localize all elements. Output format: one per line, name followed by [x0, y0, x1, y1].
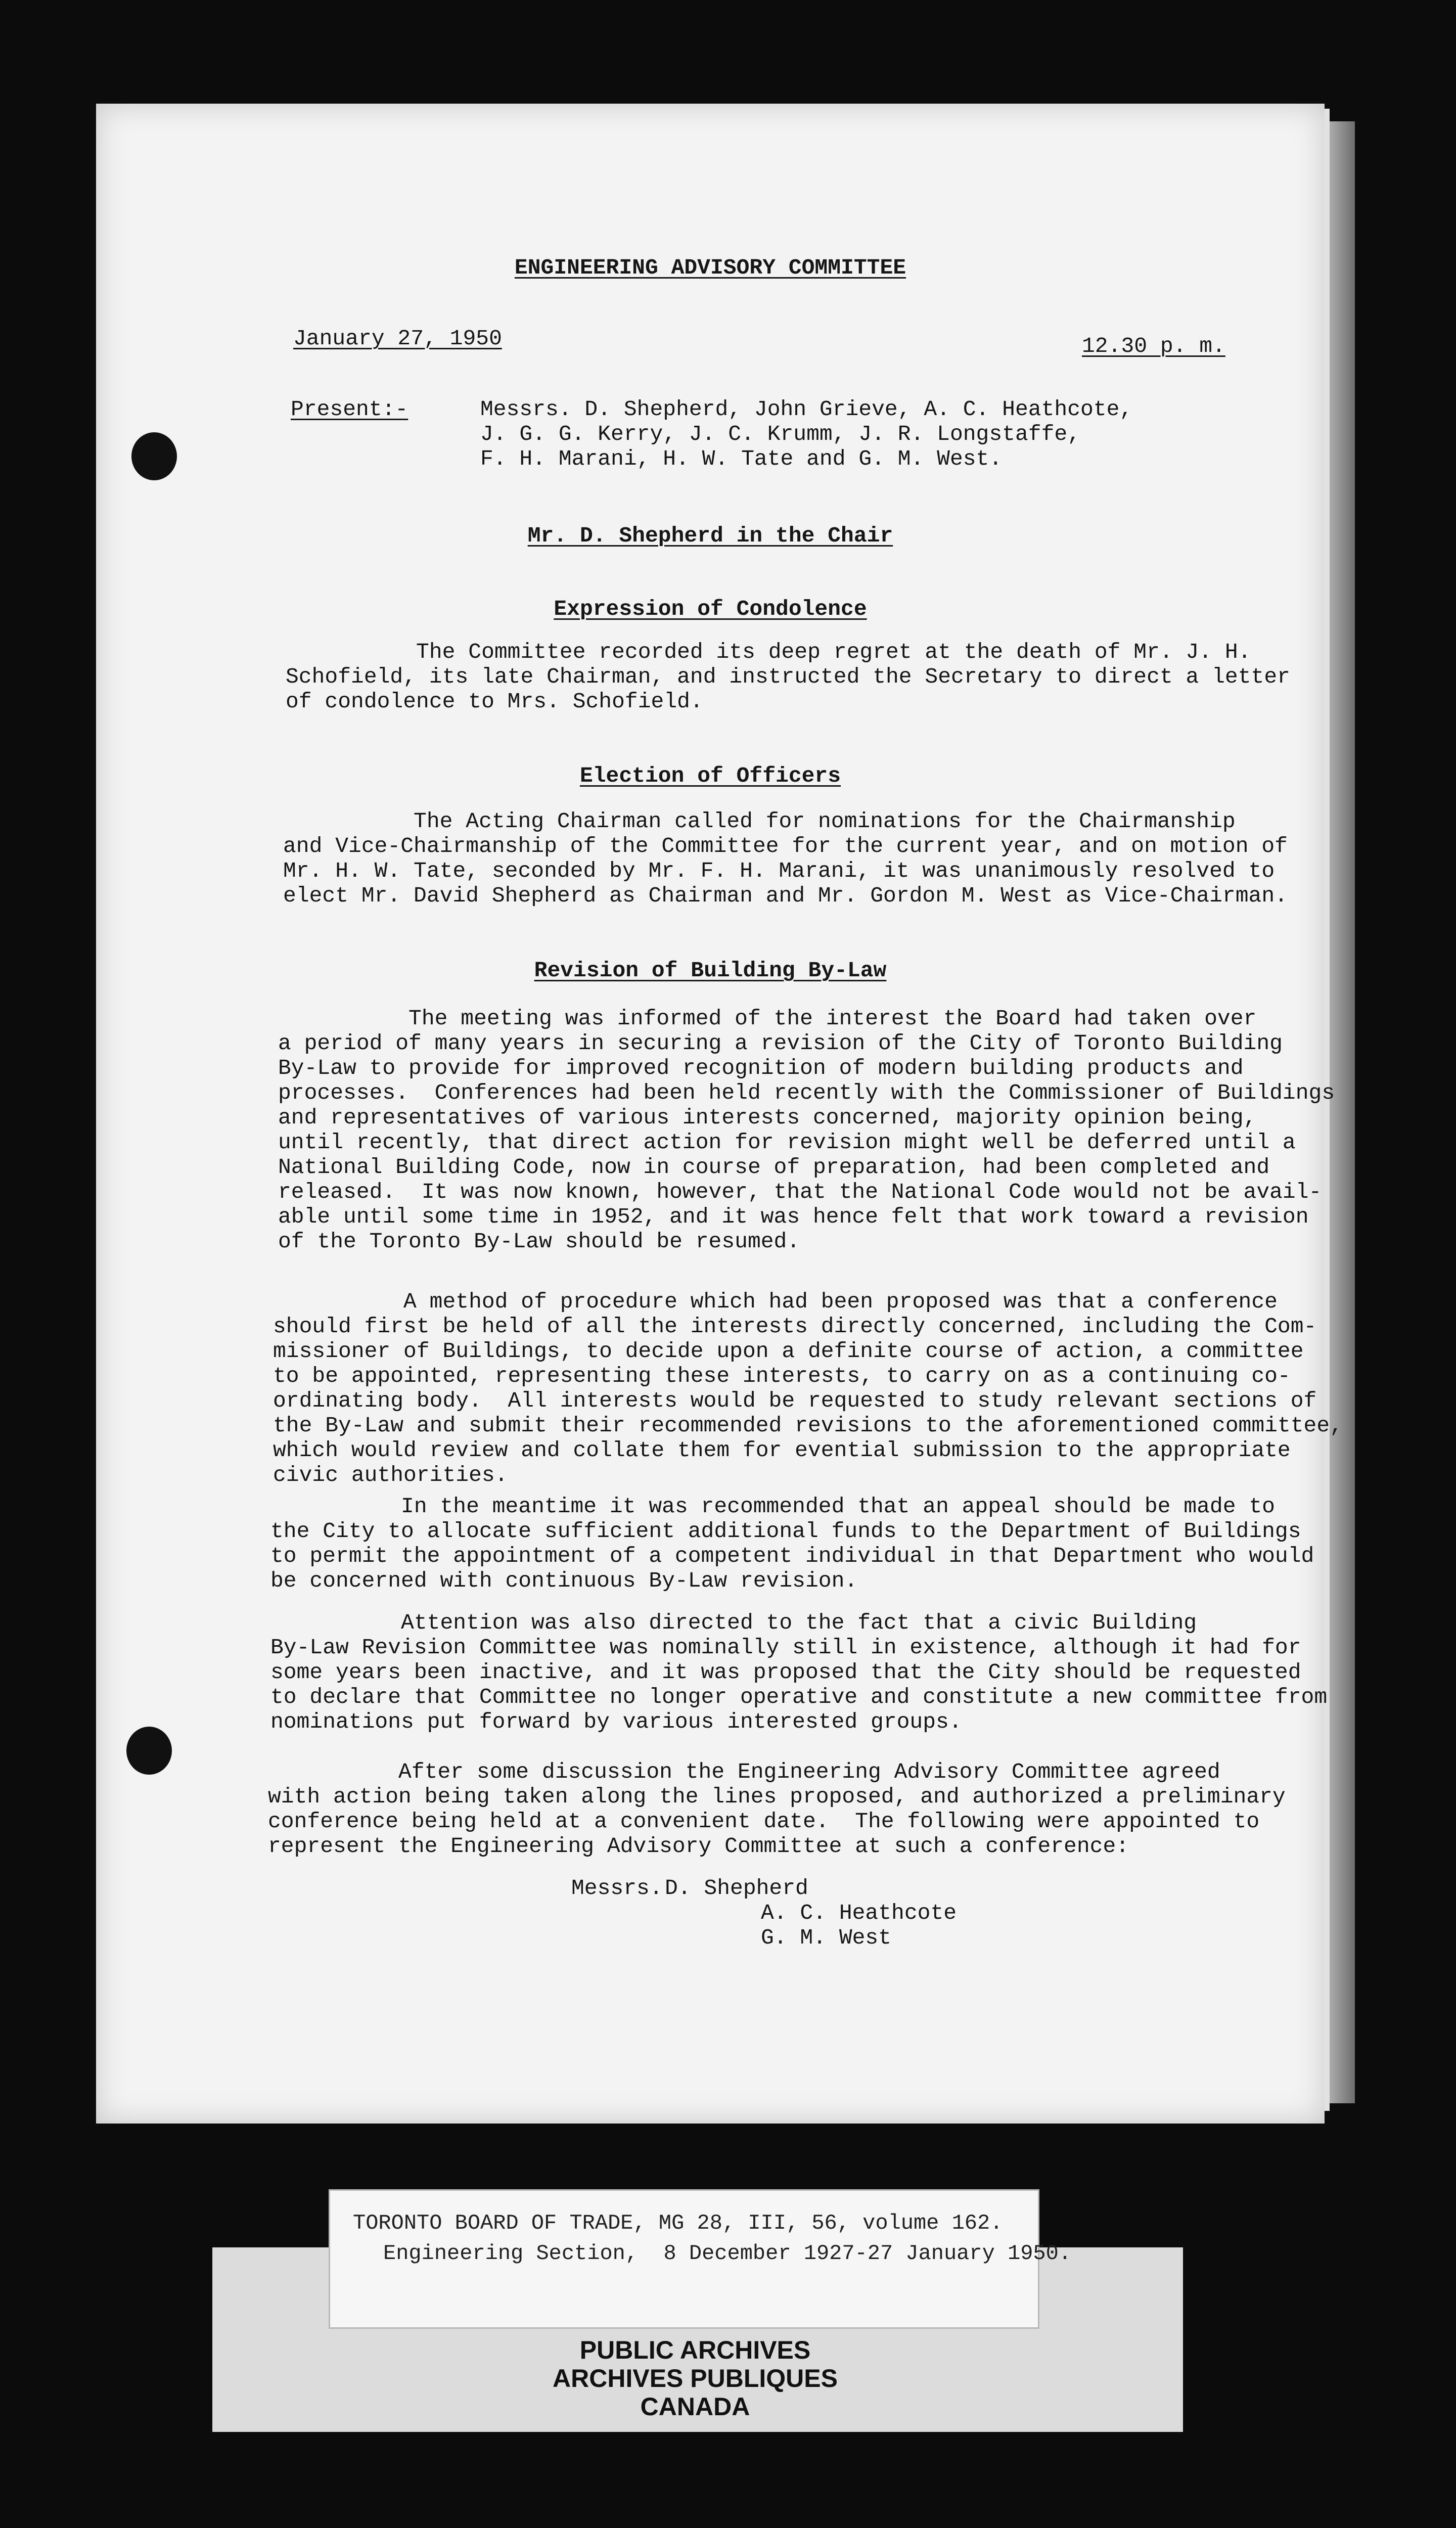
text-line: of the Toronto By-Law should be resumed.	[278, 1229, 800, 1254]
archive-stamp-line: PUBLIC ARCHIVES	[579, 2336, 811, 2364]
text-line: and representatives of various interests concerned, majority opinion being,	[278, 1105, 1257, 1130]
text-line: ordinating body. All interests would be requested to study relevant sections of	[273, 1388, 1317, 1413]
text-line: and Vice-Chairmanship of the Committee for the current year, and on motion of	[283, 834, 1288, 859]
appointees-prefix: Messrs.	[571, 1876, 663, 1901]
text-line: By-Law Revision Committee was nominally still in existence, although it had for	[270, 1635, 1301, 1660]
text-line: civic authorities.	[273, 1463, 508, 1487]
condolence-paragraph	[286, 640, 1290, 714]
appointee-name: G. M. West	[761, 1925, 892, 1950]
text-line: Mr. H. W. Tate, seconded by Mr. F. H. Marani, it was unanimously resolved to	[283, 859, 1275, 883]
revision-heading: Revision of Building By-Law	[534, 958, 887, 983]
text-line: processes. Conferences had been held recently with the Commissioner of Buildings	[278, 1080, 1335, 1105]
appointee-name: D. Shepherd	[665, 1876, 808, 1901]
archive-reference-tag	[329, 2189, 1072, 2329]
document-title: ENGINEERING ADVISORY COMMITTEE	[514, 255, 906, 280]
election-paragraph	[283, 809, 1288, 908]
text-line: to be appointed, representing these interests, to carry on as a continuing co-	[273, 1364, 1291, 1388]
text-line: elect Mr. David Shepherd as Chairman and Mr. Gordon M. West as Vice-Chairman.	[283, 883, 1288, 908]
meeting-time: 12.30 p. m.	[1082, 334, 1225, 358]
punch-hole-bottom	[126, 1727, 172, 1775]
archive-stamp-line: CANADA	[640, 2392, 750, 2421]
text-line: The Acting Chairman called for nominations for the Chairmanship	[283, 809, 1236, 834]
chair-heading: Mr. D. Shepherd in the Chair	[527, 523, 893, 548]
text-line: conference being held at a convenient date. The following were appointed to	[268, 1809, 1260, 1834]
revision-paragraph-4	[270, 1610, 1327, 1734]
text-line: be concerned with continuous By-Law revision.	[270, 1568, 858, 1593]
text-line: represent the Engineering Advisory Committee at such a conference:	[268, 1834, 1129, 1859]
text-line: Schofield, its late Chairman, and instructed the Secretary to direct a letter	[286, 664, 1290, 689]
present-label: Present:-	[291, 397, 408, 422]
text-line: to declare that Committee no longer operative and constitute a new committee from	[270, 1685, 1328, 1709]
text-line: missioner of Buildings, to decide upon a definite course of action, a committee	[273, 1339, 1304, 1364]
text-line: should first be held of all the interests directly concerned, including the Com-	[273, 1314, 1317, 1339]
condolence-heading: Expression of Condolence	[554, 597, 867, 621]
text-line: with action being taken along the lines proposed, and authorized a preliminary	[268, 1784, 1286, 1809]
text-line: which would review and collate them for evential submission to the appropriate	[273, 1438, 1291, 1463]
attendee-line: F. H. Marani, H. W. Tate and G. M. West.	[480, 446, 1003, 471]
revision-paragraph-1	[278, 1006, 1335, 1254]
attendee-line: Messrs. D. Shepherd, John Grieve, A. C. Heathcote,	[480, 397, 1133, 422]
appointee-name: A. C. Heathcote	[761, 1901, 957, 1925]
document-page	[96, 104, 1343, 2124]
text-line: released. It was now known, however, that the National Code would not be avail-	[278, 1180, 1322, 1204]
text-line: some years been inactive, and it was proposed that the City should be requested	[270, 1660, 1301, 1685]
text-line: the By-Law and submit their recommended revisions to the aforementioned committee,	[273, 1413, 1343, 1438]
election-heading: Election of Officers	[579, 763, 841, 788]
attendee-list	[480, 397, 1132, 471]
archive-stamp-line: ARCHIVES PUBLIQUES	[553, 2364, 838, 2392]
text-line: a period of many years in securing a revision of the City of Toronto Building	[278, 1031, 1283, 1056]
text-line: In the meantime it was recommended that an appeal should be made to	[270, 1494, 1275, 1519]
revision-paragraph-3	[270, 1494, 1314, 1593]
meeting-date: January 27, 1950	[293, 326, 502, 351]
text-line: National Building Code, now in course of preparation, had been completed and	[278, 1155, 1270, 1180]
text-line: The meeting was informed of the interest the Board had taken over	[278, 1006, 1257, 1031]
text-line: nominations put forward by various interested groups.	[270, 1709, 962, 1734]
text-line: until recently, that direct action for revision might well be deferred until a	[278, 1130, 1296, 1155]
revision-paragraph-2	[273, 1289, 1343, 1487]
appointee-list	[665, 1876, 957, 1950]
archive-reference-line-1: TORONTO BOARD OF TRADE, MG 28, III, 56, volume 162.	[353, 2211, 1003, 2235]
text-line: to permit the appointment of a competent individual in that Department who would	[270, 1544, 1314, 1568]
punch-hole-top	[131, 432, 177, 480]
text-line: The Committee recorded its deep regret at the death of Mr. J. H.	[286, 640, 1251, 664]
revision-paragraph-5	[268, 1759, 1286, 1859]
text-line: the City to allocate sufficient additional funds to the Department of Buildings	[270, 1519, 1301, 1544]
text-line: After some discussion the Engineering Advisory Committee agreed	[268, 1759, 1220, 1784]
text-line: able until some time in 1952, and it was hence felt that work toward a revision	[278, 1204, 1309, 1229]
text-line: By-Law to provide for improved recognition of modern building products and	[278, 1056, 1244, 1080]
text-line: of condolence to Mrs. Schofield.	[286, 689, 703, 714]
text-line: A method of procedure which had been proposed was that a conference	[273, 1289, 1278, 1314]
archive-reference-line-2: Engineering Section, 8 December 1927-27 January 1950.	[383, 2241, 1072, 2266]
text-line: Attention was also directed to the fact that a civic Building	[270, 1610, 1197, 1635]
attendee-line: J. G. G. Kerry, J. C. Krumm, J. R. Longstaffe,	[480, 422, 1080, 446]
archive-stamp	[506, 2336, 885, 2421]
